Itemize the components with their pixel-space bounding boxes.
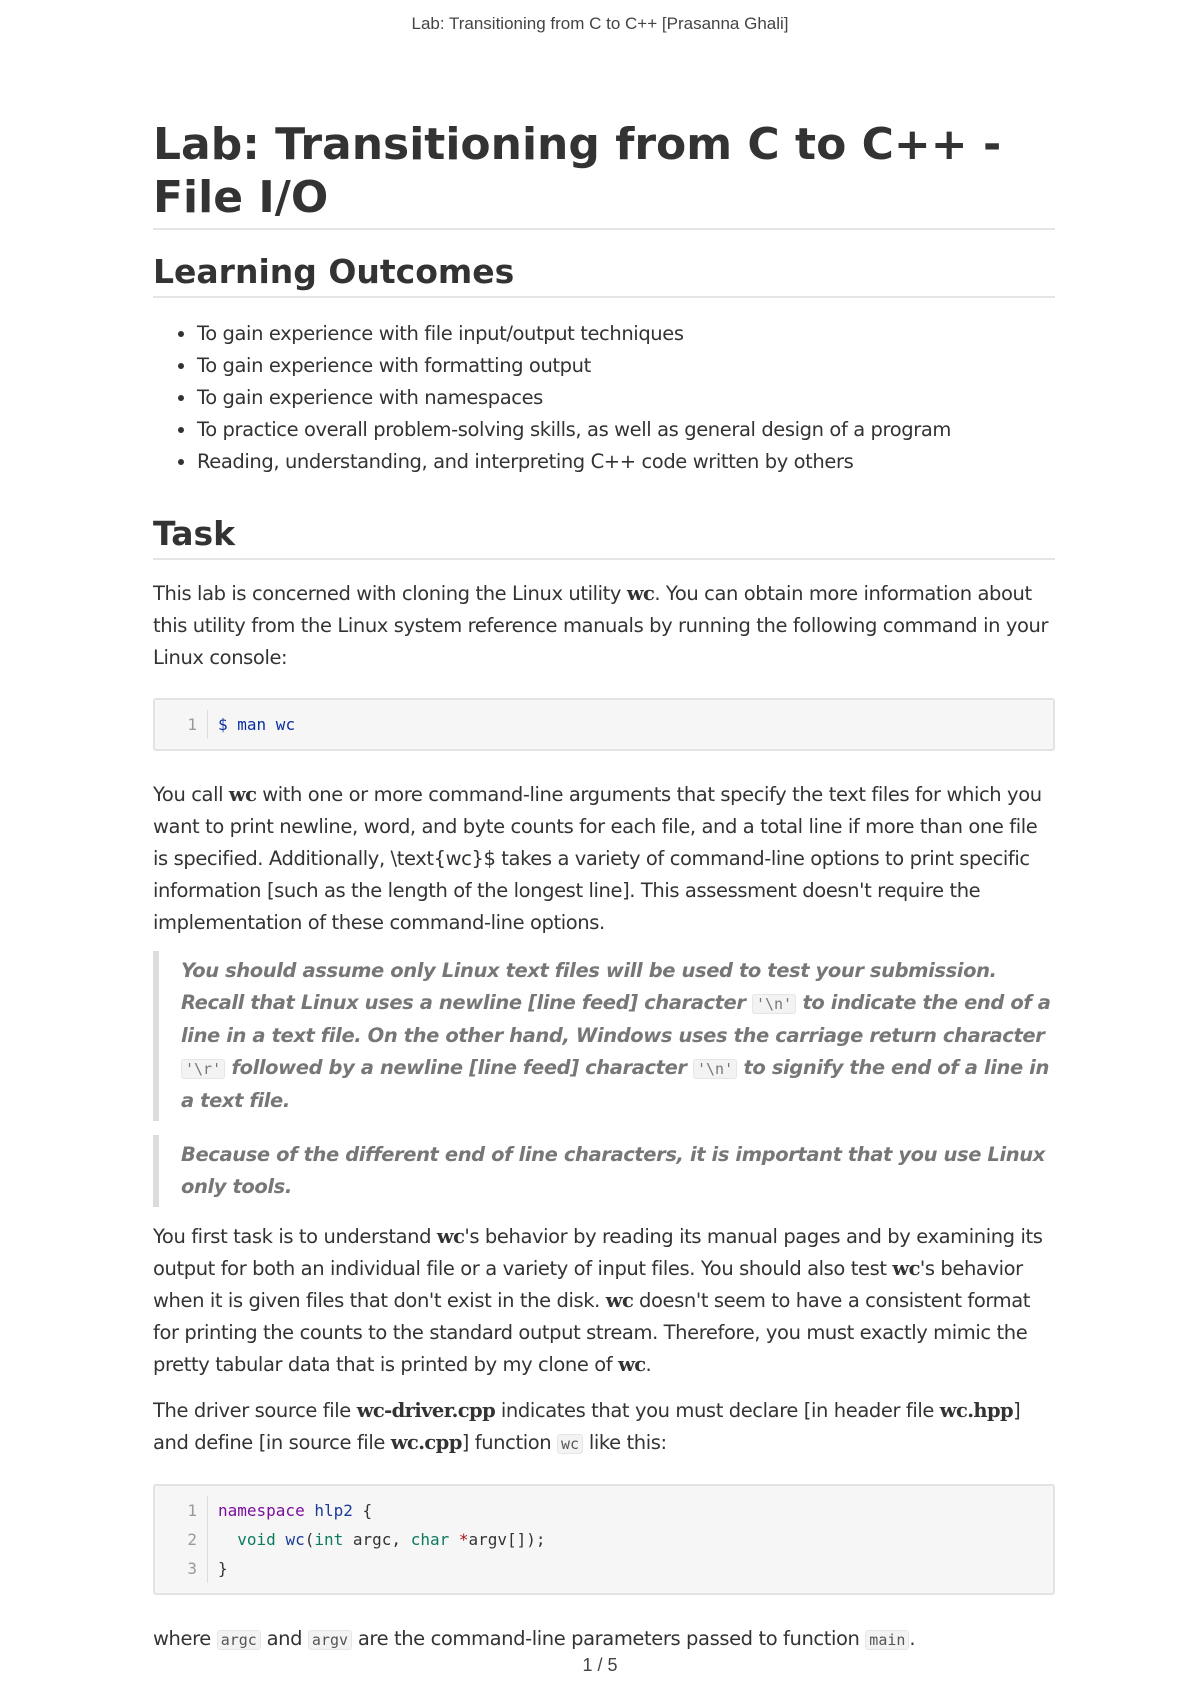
running-header: Lab: Transitioning from C to C++ [Prasanna Ghali] (411, 14, 789, 33)
inline-code: argc (217, 1630, 261, 1650)
filename: wc.hpp (939, 1399, 1014, 1422)
list-item: • To gain experience with file input/output techniques (197, 318, 1055, 350)
note-linux-tools: Because of the different end of line characters, it is important that you use Linux only tools. (153, 1135, 1055, 1207)
code-line (155, 1496, 1053, 1525)
code-line (155, 1554, 1053, 1583)
learning-outcomes-list (153, 318, 1055, 478)
list-item: • Reading, understanding, and interpreting C++ code written by others (197, 446, 1055, 478)
line-number: 1 (155, 710, 208, 739)
inline-code: main (865, 1630, 909, 1650)
where-paragraph: where argc and argv are the command-line parameters passed to function main . (153, 1627, 916, 1650)
filename: wc.cpp (390, 1431, 462, 1454)
note-linux-text-files: You should assume only Linux text files will be used to test your submission. Recall that Linux uses a newline [line feed] character '\n' to indicate the end of a line in a text file. On the other hand, Windows uses the carriage return character '\r' followed by a newline [line feed] character '\n' to signify the end of a line in a text file. (153, 951, 1055, 1121)
inline-code: wc (557, 1434, 583, 1454)
learning-outcomes-heading: Learning Outcomes (153, 250, 1055, 298)
document-body (153, 118, 1055, 1656)
function-declaration-code-block (153, 1484, 1055, 1595)
code-line (155, 1525, 1053, 1554)
console-code-block (153, 698, 1055, 751)
line-number: 3 (155, 1554, 208, 1583)
first-task-paragraph: You first task is to understand wc's behavior by reading its manual pages and by examining its output for both an individual file or a variety of input files. You should also test wc's behavior when it is given files that don't exist in the disk. wc doesn't seem to have a consistent format for printing the counts to the standard output stream. Therefore, you must exactly mimic the pretty tabular data that is printed by my clone of wc. (153, 1225, 1043, 1376)
page-number: 1 / 5 (582, 1655, 618, 1675)
inline-code: '\n' (693, 1059, 737, 1079)
task-intro-paragraph: This lab is concerned with cloning the Linux utility wc. You can obtain more information about this utility from the Linux system reference manuals by running the following command in your Linux console: (153, 582, 1049, 669)
code-text: $ man wc (218, 715, 296, 734)
wc-command-name: wc (626, 582, 655, 605)
filename: wc-driver.cpp (356, 1399, 496, 1422)
code-text: } (218, 1559, 228, 1578)
code-text: void wc(int argc, char *argv[]); (237, 1530, 546, 1549)
driver-paragraph: The driver source file wc-driver.cpp indicates that you must declare [in header file wc.hpp] and define [in source file wc.cpp] function wc like this: (153, 1399, 1021, 1454)
task-heading: Task (153, 512, 1055, 560)
line-number: 2 (155, 1525, 208, 1554)
code-line (155, 710, 1053, 739)
line-number: 1 (155, 1496, 208, 1525)
wc-usage-paragraph: You call wc with one or more command-line arguments that specify the text files for which you want to print newline, word, and byte counts for each file, and a total line if more than one file is specified. Additionally, \text{wc}$ takes a variety of command-line options to print specific information [such as the length of the longest line]. This assessment doesn't require the implementation of these command-line options. (153, 783, 1042, 934)
code-text: namespace hlp2 { (218, 1501, 373, 1520)
list-item: • To gain experience with namespaces (197, 382, 1055, 414)
list-item: • To gain experience with formatting output (197, 350, 1055, 382)
wc-command-name: wc (228, 783, 257, 806)
inline-code: '\n' (752, 994, 796, 1014)
list-item: • To practice overall problem-solving skills, as well as general design of a program (197, 414, 1055, 446)
inline-code: argv (308, 1630, 352, 1650)
page-title: Lab: Transitioning from C to C++ - File I/O (153, 118, 1055, 230)
inline-code: '\r' (181, 1059, 225, 1079)
